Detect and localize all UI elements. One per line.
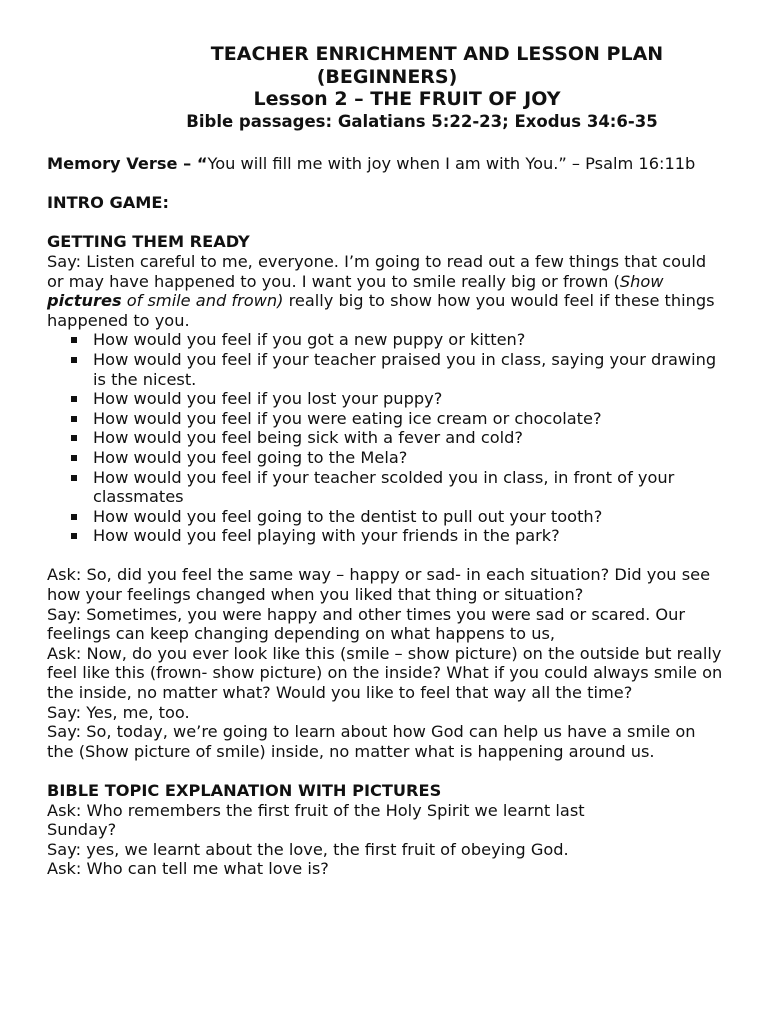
list-item (47, 330, 717, 350)
memory-verse-dash: – “ (177, 154, 208, 173)
document-header (47, 43, 727, 133)
instruction-text-end: really big to show how you would feel if these things happened to you. (47, 291, 715, 330)
list-item-text: How would you feel playing with your friends in the park? (93, 526, 560, 546)
list-item-text: How would you feel if your teacher praised you in class, saying your drawing is the nicest. (93, 349, 717, 389)
bullet-square-icon (71, 514, 77, 520)
intro-game-heading: INTRO GAME: (47, 193, 169, 213)
list-item-text: How would you feel going to the dentist to pull out your tooth? (93, 506, 603, 526)
list-item (47, 428, 717, 448)
feelings-question-list (47, 330, 717, 546)
discussion-line: Say: Yes, me, too. (47, 702, 190, 722)
bullet-square-icon (71, 455, 77, 461)
instruction-pictures: pictures (47, 291, 122, 311)
discussion-line: Say: So, today, we’re going to learn about how God can help us have a smile on the (Show picture of smile) inside, no matter what is happening around us. (47, 722, 696, 761)
list-item (47, 389, 717, 409)
lesson-title: Lesson 2 – THE FRUIT OF JOY (253, 88, 561, 110)
bullet-square-icon (71, 416, 77, 422)
list-item (47, 350, 717, 389)
spacer (47, 213, 727, 233)
list-item (47, 448, 717, 468)
list-item-text: How would you feel if you lost your puppy? (93, 389, 443, 409)
bullet-square-icon (71, 435, 77, 441)
discussion-line: Ask: Now, do you ever look like this (smile – show picture) on the outside but really feel like this (frown- show picture) on the inside? What if you could always smile on the inside, no matter what? Would you like to feel that way all the time? (47, 643, 723, 703)
instruction-smile-frown: of smile and frown) (121, 291, 284, 311)
list-item (47, 526, 717, 546)
spacer (47, 761, 727, 781)
bible-topic-line: Say: yes, we learnt about the love, the first fruit of obeying God. (47, 839, 569, 859)
getting-ready-heading: GETTING THEM READY (47, 232, 250, 252)
list-item (47, 468, 717, 507)
spacer (47, 133, 727, 154)
list-item (47, 507, 717, 527)
memory-verse-label: Memory Verse (47, 154, 178, 173)
instruction-text: Say: Listen careful to me, everyone. I’m going to read out a few things that could or may have happened to you. I want you to smile really big or frown ( (47, 251, 707, 291)
bullet-square-icon (71, 337, 77, 343)
spacer (47, 174, 727, 194)
document-page (47, 43, 727, 879)
instruction-show: Show (619, 271, 664, 291)
bible-topic-line: Ask: Who remembers the first fruit of the Holy Spirit we learnt last Sunday? (47, 800, 585, 840)
memory-verse (47, 154, 717, 174)
bullet-square-icon (71, 357, 77, 363)
bible-topic-block (47, 801, 647, 879)
bible-passages: Bible passages: Galatians 5:22-23; Exodus 34:6-35 (186, 112, 658, 131)
bullet-square-icon (71, 533, 77, 539)
list-item (47, 409, 717, 429)
bible-topic-line: Ask: Who can tell me what love is? (47, 859, 329, 879)
list-item-text: How would you feel going to the Mela? (93, 447, 408, 467)
document-title: TEACHER ENRICHMENT AND LESSON PLAN (210, 43, 664, 65)
memory-verse-text: You will fill me with joy when I am with You.” – Psalm 16:11b (207, 154, 696, 173)
list-item-text: How would you feel being sick with a fever and cold? (93, 428, 524, 448)
list-item-text: How would you feel if your teacher scolded you in class, in front of your classmates (93, 467, 675, 507)
bullet-square-icon (71, 475, 77, 481)
bible-topic-heading: BIBLE TOPIC EXPLANATION WITH PICTURES (47, 781, 442, 800)
bullet-square-icon (71, 396, 77, 402)
document-subtitle: (BEGINNERS) (316, 66, 458, 88)
discussion-line: Ask: So, did you feel the same way – happy or sad- in each situation? Did you see how your feelings changed when you liked that thing or situation? (47, 565, 711, 605)
list-item-text: How would you feel if you got a new puppy or kitten? (93, 330, 526, 350)
spacer (47, 546, 727, 566)
discussion-line: Say: Sometimes, you were happy and other times you were sad or scared. Our feelings can keep changing depending on what happens to us, (47, 604, 686, 644)
discussion-block (47, 565, 725, 761)
list-item-text: How would you feel if you were eating ice cream or chocolate? (93, 408, 602, 428)
getting-ready-instructions (47, 252, 722, 330)
